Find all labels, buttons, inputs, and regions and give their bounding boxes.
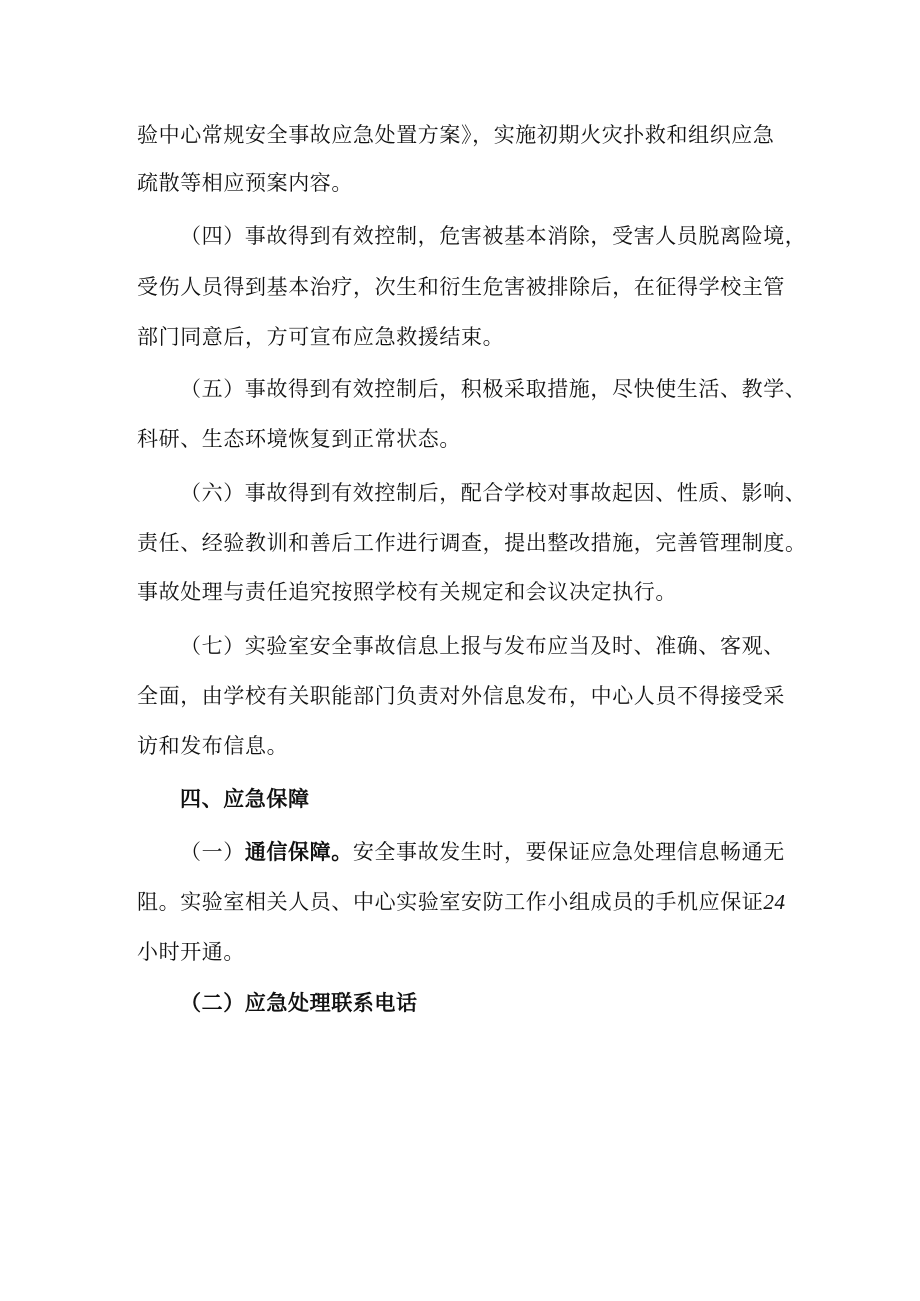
paragraph-line: 科研、生态环境恢复到正常状态。 <box>137 427 461 451</box>
hours-number: 24 <box>763 890 786 914</box>
subsection-text: 安全事故发生时，要保证应急处理信息畅通无 <box>352 840 785 864</box>
paragraph-line: （四）事故得到有效控制，危害被基本消除，受害人员脱离险境， <box>180 224 807 248</box>
subsection-label: （一） <box>180 840 245 864</box>
paragraph-text: 阻。实验室相关人员、中心实验室安防工作小组成员的手机应保证 <box>137 890 764 914</box>
paragraph-line: 验中心常规安全事故应急处置方案》，实施初期火灾扑救和组织应急 <box>137 123 775 147</box>
paragraph-line: 全面，由学校有关职能部门负责对外信息发布，中心人员不得接受采 <box>137 684 785 708</box>
paragraph-line: 事故处理与责任追究按照学校有关规定和会议决定执行。 <box>137 580 677 604</box>
paragraph-line: （七）实验室安全事故信息上报与发布应当及时、准确、客观、 <box>180 634 785 658</box>
paragraph-line: 受伤人员得到基本治疗，次生和衍生危害被排除后，在征得学校主管 <box>137 275 785 299</box>
paragraph-line: 部门同意后，方可宣布应急救援结束。 <box>137 325 505 349</box>
subsection-line <box>180 839 785 865</box>
paragraph-line: 访和发布信息。 <box>137 734 289 758</box>
paragraph-line <box>137 889 786 915</box>
subsection-title: 通信保障。 <box>244 839 353 864</box>
paragraph-line: 责任、经验教训和善后工作进行调查，提出整改措施，完善管理制度。 <box>137 531 807 555</box>
paragraph-line: （六）事故得到有效控制后，配合学校对事故起因、性质、影响、 <box>180 481 807 505</box>
paragraph-line: 小时开通。 <box>137 940 245 964</box>
paragraph-line: （五）事故得到有效控制后，积极采取措施，尽快使生活、教学、 <box>180 377 807 401</box>
paragraph-line: 疏散等相应预案内容。 <box>137 171 353 195</box>
subsection-heading: （二）应急处理联系电话 <box>180 990 418 1015</box>
section-heading: 四、应急保障 <box>180 786 310 811</box>
